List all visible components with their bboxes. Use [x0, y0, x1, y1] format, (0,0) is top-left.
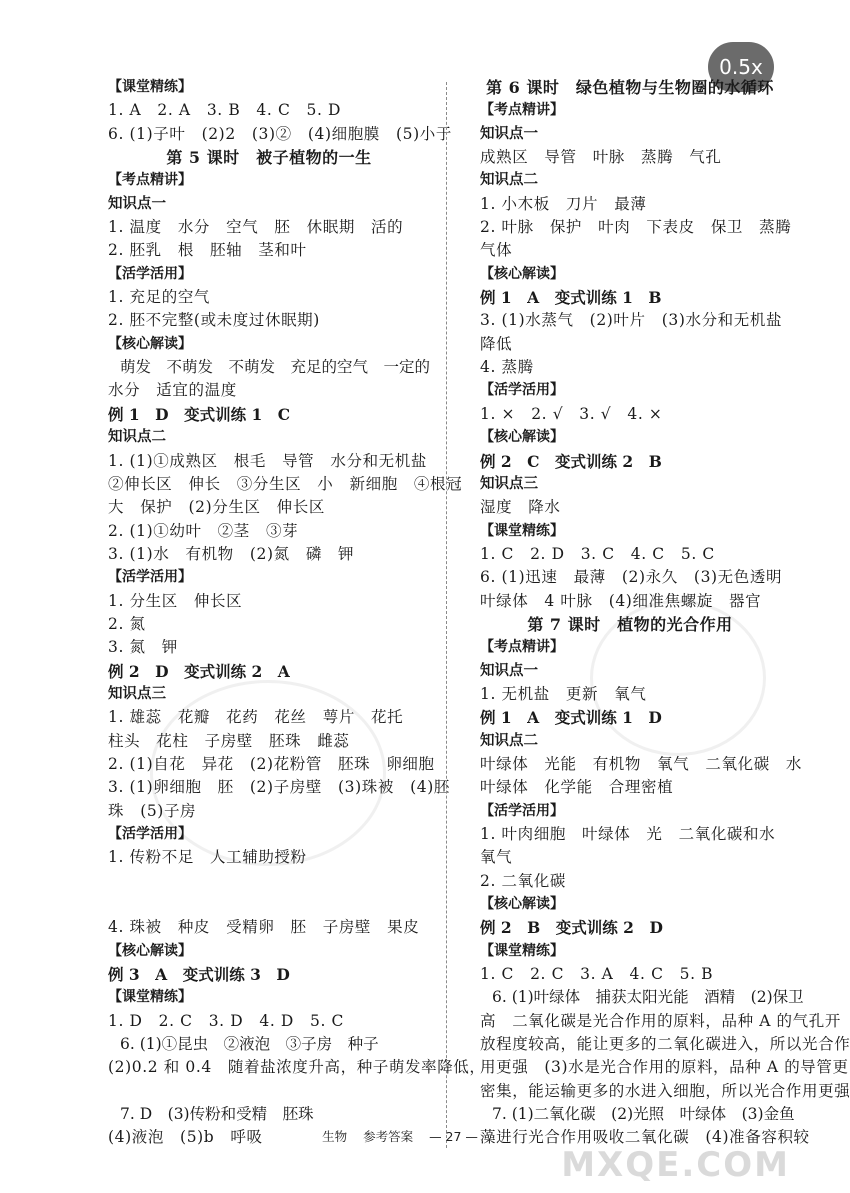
answer-line: ②伸长区 伸长 ③分生区 小 新细胞 ④根冠: [108, 474, 463, 493]
answer-line: 2. 胚不完整(或未度过休眠期): [108, 311, 320, 330]
lesson-title: 第 5 课时 被子植物的一生: [166, 148, 372, 168]
example-answer: 例 3 A 变式训练 3 D: [108, 965, 290, 985]
section-tag: 【活学活用】: [108, 826, 192, 842]
answer-line: 高 二氧化碳是光合作用的原料，品种 A 的气孔开: [480, 1011, 841, 1030]
example-answer: 例 2 D 变式训练 2 A: [108, 661, 290, 681]
subsection-heading: 知识点二: [480, 732, 538, 749]
answer-line: 1. (1)①成熟区 根毛 导管 水分和无机盐: [108, 451, 427, 470]
answer-line: 放程度较高，能让更多的二氧化碳进入，所以光合作: [480, 1035, 850, 1054]
page-footer: [0, 1127, 800, 1145]
answer-line: 6. (1)迅速 最薄 (2)永久 (3)无色透明: [480, 568, 783, 587]
answer-line: 萌发 不萌发 不萌发 充足的空气 一定的: [120, 358, 431, 377]
answer-line: 2. 叶脉 保护 叶肉 下表皮 保卫 蒸腾: [480, 218, 792, 237]
section-tag: 【课堂精练】: [108, 79, 192, 95]
subsection-heading: 知识点一: [480, 125, 538, 142]
section-tag: 【活学活用】: [108, 265, 192, 282]
answer-line: 氧气: [480, 848, 513, 867]
answer-line: 珠 (5)子房: [108, 801, 197, 820]
answer-line: 2. 胚乳 根 胚轴 茎和叶: [108, 241, 307, 260]
answer-line: 1. 传粉不足 人工辅助授粉: [108, 848, 307, 867]
example-answer: 例 1 A 变式训练 1 B: [480, 288, 662, 308]
answer-line: 叶绿体 化学能 合理密植: [480, 778, 674, 797]
subsection-heading: 知识点二: [480, 172, 538, 189]
answer-line: 1. 雄蕊 花瓣 花药 花丝 萼片 花托: [108, 708, 404, 727]
answer-line: 用更强 (3)水是光合作用的原料，品种 A 的导管更: [480, 1058, 849, 1077]
zoom-badge[interactable]: 0.5x: [708, 42, 774, 92]
answer-line: 2. (1)自花 异花 (2)花粉管 胚珠 卵细胞: [108, 754, 435, 773]
section-tag: 【考点精讲】: [108, 172, 192, 189]
answer-line: 大 保护 (2)分生区 伸长区: [108, 498, 325, 517]
subsection-heading: 知识点一: [480, 662, 538, 679]
answer-line: 3. 氮 钾: [108, 638, 178, 657]
answer-line: 柱头 花柱 子房壁 胚珠 雌蕊: [108, 731, 350, 750]
answer-line: 气体: [480, 241, 513, 260]
section-tag: 【课堂精练】: [480, 942, 564, 959]
answer-line: [108, 870, 430, 893]
answer-line: 7. D (3)传粉和受精 胚珠: [120, 1105, 314, 1124]
answer-line: (2)0.2 和 0.4 随着盐浓度升高，种子萌发率降低，: [108, 1058, 486, 1077]
section-tag: 【核心解读】: [108, 942, 192, 959]
answer-line: 6. (1)叶绿体 捕获太阳光能 酒精 (2)保卫: [492, 988, 804, 1007]
lesson-title: 第 7 课时 植物的光合作用: [527, 614, 733, 634]
subsection-heading: 知识点二: [108, 429, 166, 446]
answer-line: 6. (1)子叶 (2)2 (3)② (4)细胞膜 (5)小于: [108, 124, 452, 143]
answer-line: 1. C 2. C 3. A 4. C 5. B: [480, 965, 714, 984]
answer-line: 藻进行光合作用吸收二氧化碳 (4)准备容积较: [480, 1128, 810, 1147]
example-answer: 例 2 B 变式训练 2 D: [480, 918, 663, 938]
watermark-text: MXQE.COM: [561, 1145, 790, 1185]
answer-line: 1. 叶肉细胞 叶绿体 光 二氧化碳和水: [480, 825, 776, 843]
answer-line: 1. 小木板 刀片 最薄: [480, 194, 647, 213]
section-tag: 【活学活用】: [108, 569, 192, 586]
right-column: [480, 76, 850, 1150]
answer-line: 2. (1)①幼叶 ②茎 ③芽: [108, 521, 299, 540]
subsection-heading: 知识点一: [108, 195, 166, 212]
column-divider: [446, 82, 447, 1148]
answer-line: 1. D 2. C 3. D 4. D 5. C: [108, 1011, 344, 1030]
answer-line: 1. 充足的空气: [108, 288, 211, 307]
answer-line: (4)液泡 (5)b 呼吸: [108, 1128, 263, 1147]
answer-line: 成熟区 导管 叶脉 蒸腾 气孔: [480, 148, 722, 167]
section-tag: 【考点精讲】: [480, 639, 564, 656]
footer-label: 参考答案: [363, 1129, 414, 1144]
answer-line: 1. A 2. A 3. B 4. C 5. D: [108, 101, 342, 120]
answer-line: 降低: [480, 334, 513, 353]
answer-line: 7. (1)二氧化碳 (2)光照 叶绿体 (3)金鱼: [492, 1105, 795, 1124]
answer-line: 1. × 2. √ 3. √ 4. ×: [480, 404, 663, 423]
section-tag: 【核心解读】: [108, 335, 192, 352]
subsection-heading: 知识点三: [480, 475, 538, 492]
answer-line: [108, 1080, 430, 1103]
footer-subject: 生物: [322, 1129, 348, 1144]
answer-line: 1. 无机盐 更新 氧气: [480, 684, 647, 703]
section-tag: 【活学活用】: [480, 382, 564, 399]
section-tag: 【课堂精练】: [108, 989, 192, 1006]
section-tag: 【考点精讲】: [480, 102, 564, 119]
answer-line: 6. (1)①昆虫 ②液泡 ③子房 种子: [120, 1035, 379, 1054]
answer-line: 密集，能运输更多的水进入细胞，所以光合作用更强: [480, 1081, 850, 1100]
footer-page-number: — 27 —: [429, 1129, 478, 1144]
answer-line: [108, 893, 430, 916]
answer-line: 1. C 2. D 3. C 4. C 5. C: [480, 544, 715, 563]
answer-line: 4. 珠被 种皮 受精卵 胚 子房壁 果皮: [108, 918, 420, 937]
section-tag: 【课堂精练】: [480, 522, 564, 539]
subsection-heading: 知识点三: [108, 685, 166, 702]
answer-line: 2. 二氧化碳: [480, 871, 566, 890]
section-tag: 【活学活用】: [480, 802, 564, 819]
answer-line: 叶绿体 4 叶脉 (4)细准焦螺旋 器官: [480, 591, 762, 610]
answer-line: 4. 蒸腾: [480, 358, 534, 377]
answer-line: 湿度 降水: [480, 498, 561, 517]
answer-line: 1. 温度 水分 空气 胚 休眠期 活的: [108, 218, 404, 237]
section-tag: 【核心解读】: [480, 429, 564, 446]
section-tag: 【核心解读】: [480, 896, 564, 913]
answer-line: 叶绿体 光能 有机物 氧气 二氧化碳 水: [480, 754, 803, 773]
answer-line: 1. 分生区 伸长区: [108, 591, 243, 610]
example-answer: 例 1 D 变式训练 1 C: [108, 404, 291, 424]
answer-line: 水分 适宜的温度: [108, 381, 237, 400]
example-answer: 例 1 A 变式训练 1 D: [480, 708, 662, 728]
answer-line: 2. 氮: [108, 614, 146, 633]
answer-line: 3. (1)水 有机物 (2)氮 磷 钾: [108, 544, 355, 563]
example-answer: 例 2 C 变式训练 2 B: [480, 451, 662, 471]
section-tag: 【核心解读】: [480, 265, 564, 282]
lesson-title: 第 6 课时 绿色植物与生物圈的水循环: [486, 78, 774, 97]
answer-line: 3. (1)卵细胞 胚 (2)子房壁 (3)珠被 (4)胚: [108, 778, 450, 797]
answer-line: 3. (1)水蒸气 (2)叶片 (3)水分和无机盐: [480, 311, 783, 330]
